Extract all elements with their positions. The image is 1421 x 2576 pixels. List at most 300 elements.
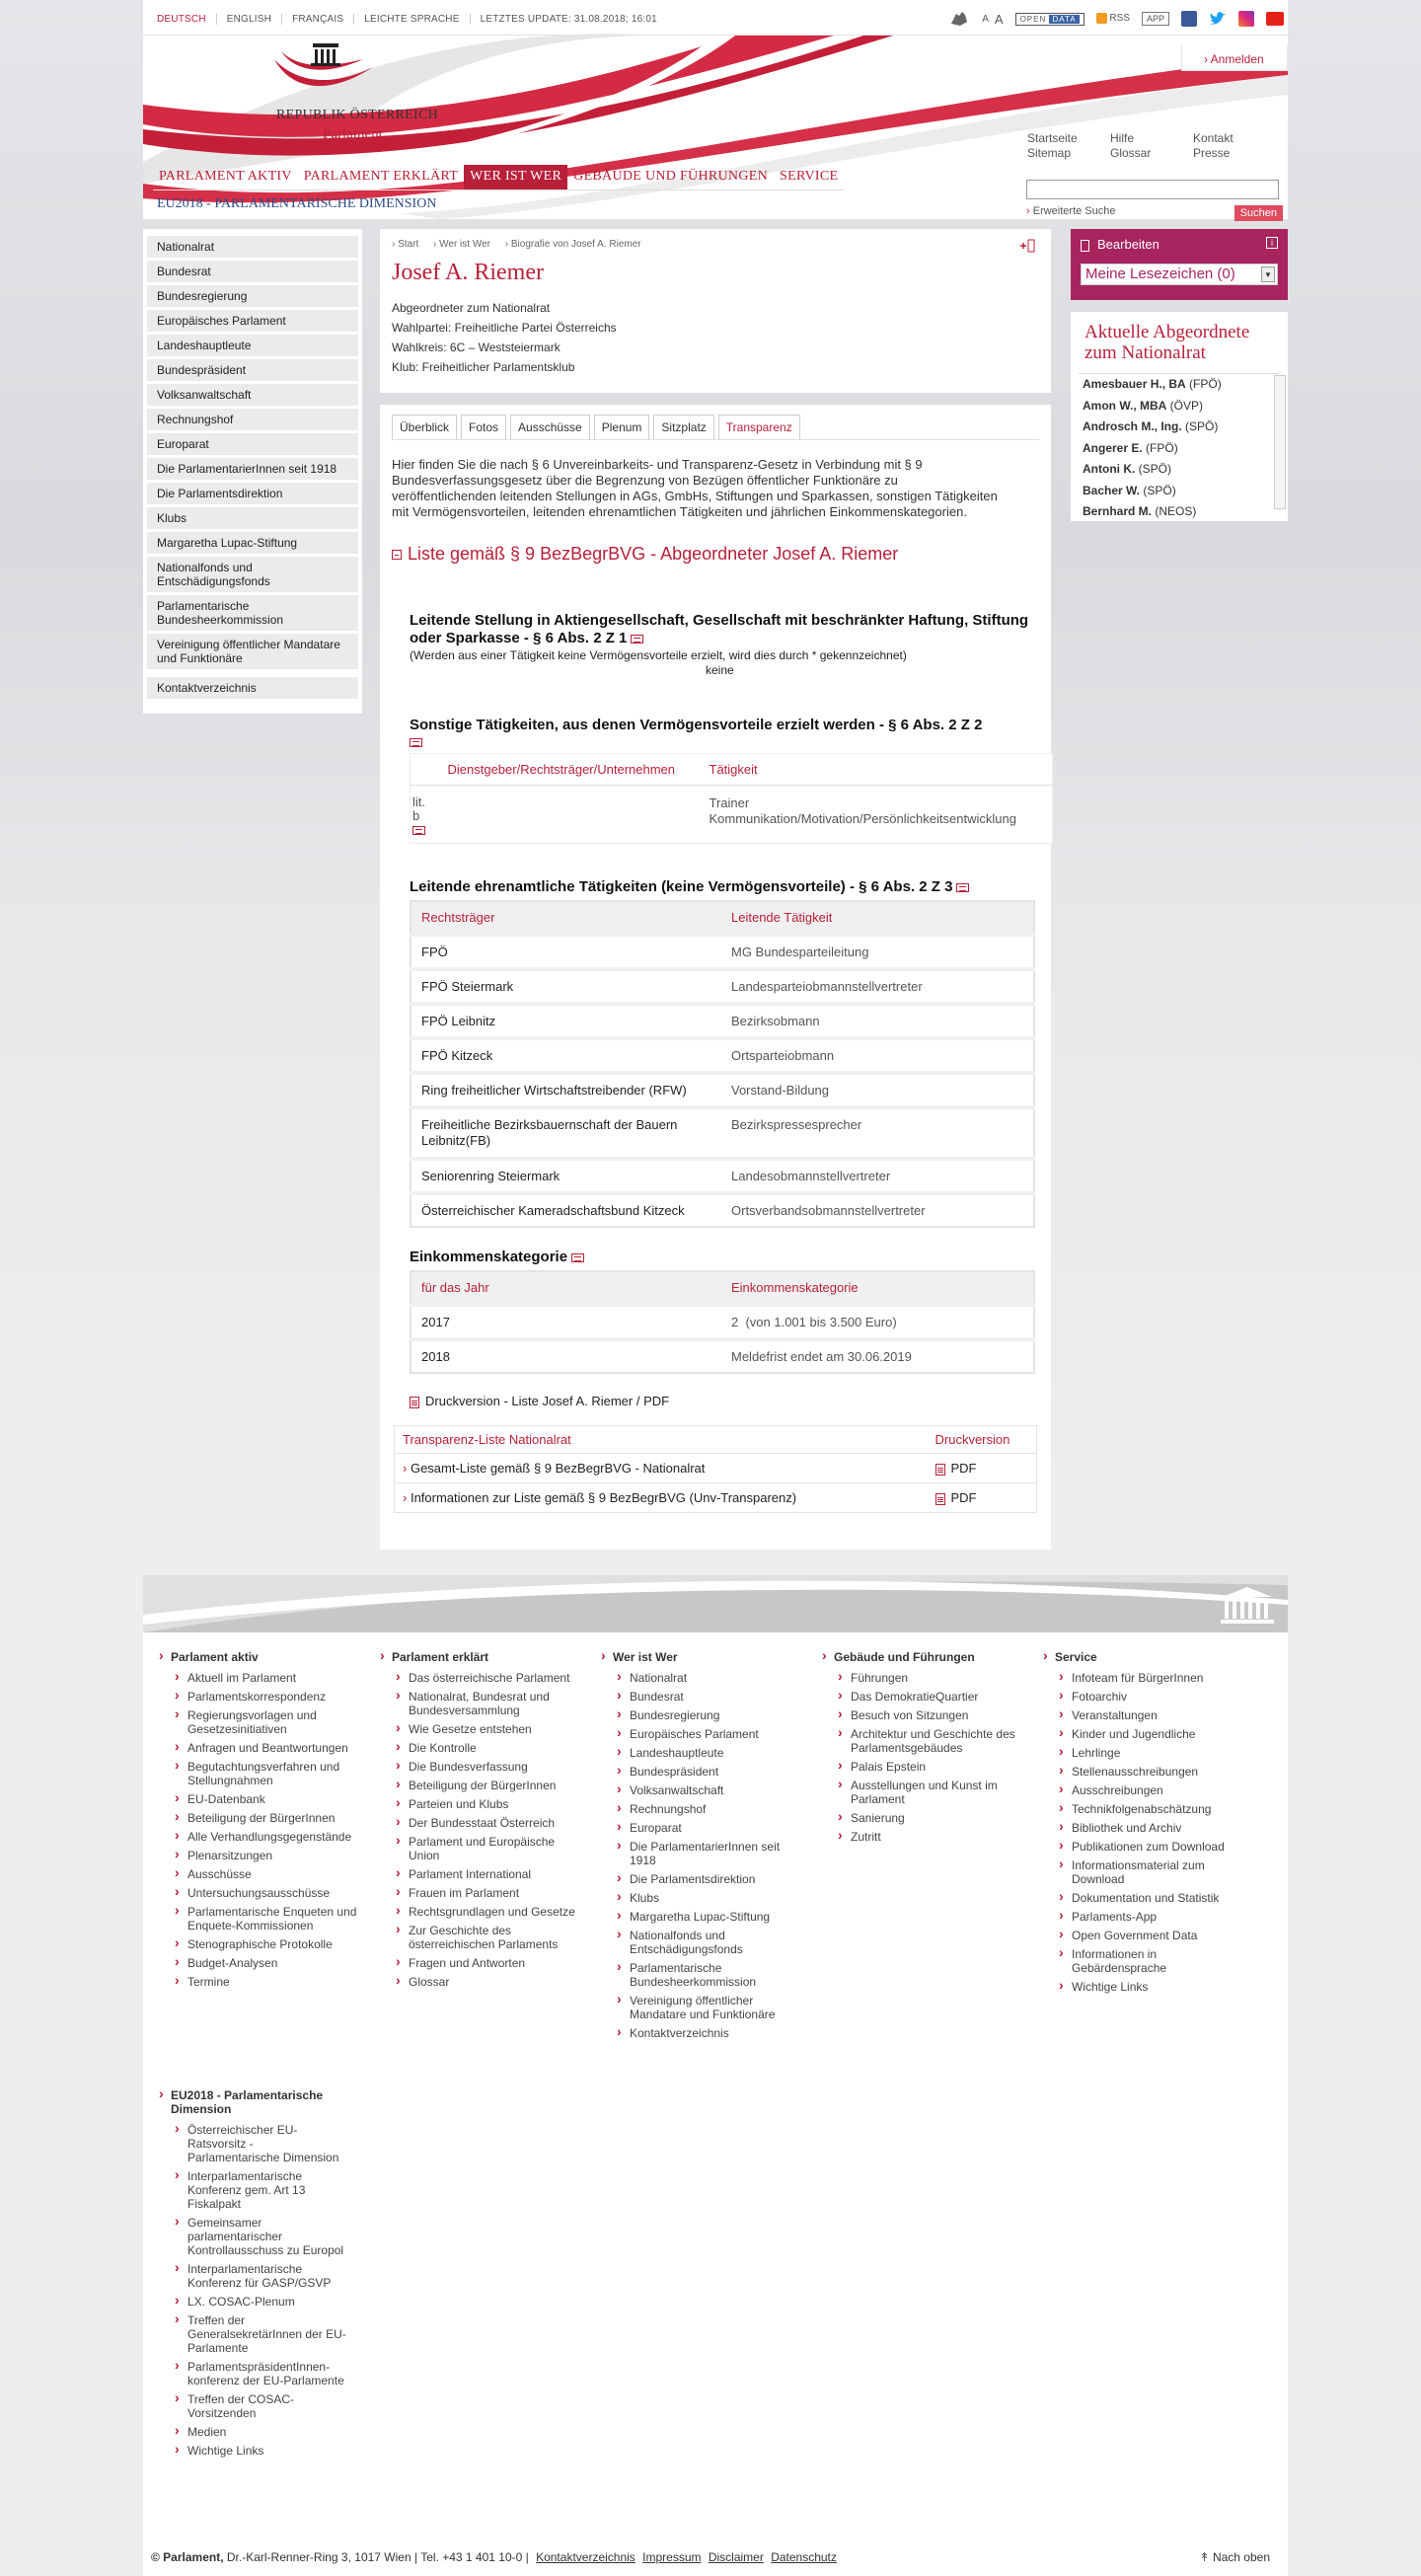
section-ehrenamtlich [410,878,1041,1228]
footer-link[interactable]: › Frauen im Parlament [382,1886,584,1900]
abg-party: (FPÖ) [1146,440,1178,455]
footer-link[interactable]: › Die Bundesverfassung [382,1760,584,1774]
s3-cell: Landesparteiobmannstellvertreter [721,969,1034,1004]
footer-link[interactable]: › Parlaments-App [1045,1910,1247,1924]
intro-text: Hier finden Sie die nach § 6 Unvereinbarkeits- und Transparenz-Gesetz in Verbindung mit § 9 Bundesverfassungsgesetz über die Begrenzung von Bezügen öffentlicher Funktionäre zu veröffentlichenden leitenden Stellungen in AGs, GmbHs, Stiftungen und Sparkassen, sonstigen Tätigkeiten mit Vermögensvorteilen, leitenden ehrenamtlichen Tätigkeiten und jährlichen Einkommenskategorien. [392,457,998,519]
footer-band [143,1575,1288,1632]
bio-card [380,229,1051,393]
bookmark-add-icon[interactable] [1019,239,1035,253]
footer-link[interactable]: › Margaretha Lupac-Stiftung [603,1910,805,1924]
pdf-link[interactable] [928,1483,1037,1513]
crumb-wer-ist-wer[interactable]: › Wer ist Wer [433,239,490,250]
pdf-label: PDF [950,1461,977,1476]
crumb-current: › Biografie von Josef A. Riemer [504,239,641,250]
footer-link[interactable]: › Plenarsitzungen [161,1849,363,1862]
list-item[interactable] [1083,481,1280,502]
section-leitende-stellung [410,612,1041,677]
font-large-button[interactable]: A [994,11,1004,27]
footer-link[interactable]: › Veranstaltungen [1045,1708,1247,1722]
table-row [411,969,1034,1004]
footer-link[interactable]: › Beteiligung der BürgerInnen [382,1779,584,1792]
pdf-link[interactable] [928,1454,1037,1483]
s3-cell: Bezirkspressesprecher [721,1107,1034,1159]
info-icon[interactable] [631,635,643,644]
s4-title [410,1249,1041,1266]
link-sitemap[interactable]: Sitemap [1027,146,1072,160]
sidebar-item-rechnungshof[interactable]: Rechnungshof [147,409,358,430]
s4-cell: 2018 [411,1339,721,1373]
tab-fotos[interactable]: Fotos [461,415,506,439]
footer-link[interactable]: › Zur Geschichte des österreichischen Parlaments [382,1924,584,1951]
informationen-liste-link[interactable]: › Informationen zur Liste gemäß § 9 BezBegrBVG (Unv-Transparenz) [395,1483,928,1513]
login-label: Anmelden [1210,52,1264,66]
sidebar-item-parlamentarier-1918[interactable]: Die ParlamentarierInnen seit 1918 [147,458,358,480]
footer-link[interactable]: › Gemeinsamer parlamentarischer Kontrollausschuss zu Europol [161,2216,348,2257]
app-button[interactable]: APP [1142,12,1169,26]
link-startseite[interactable]: Startseite [1027,131,1078,145]
footer-bottom [151,2550,1280,2564]
footer-link[interactable]: › Ausschreibungen [1045,1783,1247,1797]
bio-mandate: Abgeordneter zum Nationalrat [392,301,551,315]
tab-sitzplatz[interactable]: Sitzplatz [653,415,713,439]
footer-col-erklaert [382,1650,584,1994]
s3-cell: Ortsverbandsobmannstellvertreter [721,1193,1034,1227]
rss-label: RSS [1109,13,1130,25]
profile-tabs [392,415,1039,440]
abg-party: (ÖVP) [1169,398,1204,413]
sidebar-item-klubs[interactable]: Klubs [147,507,358,529]
sidebar-item-kontaktverzeichnis[interactable]: Kontaktverzeichnis [147,677,358,699]
search-box [1026,180,1283,221]
nav-parlament-erklaert[interactable]: PARLAMENT ERKLÄRT [298,165,464,190]
footer-link[interactable]: › Parlament International [382,1867,584,1881]
footer-link[interactable]: › Ausschüsse [161,1867,363,1881]
language-switcher [147,14,667,25]
instagram-icon[interactable] [1238,11,1254,27]
footer-link[interactable]: › Anfragen und Beantwortungen [161,1741,363,1755]
abg-name: Amesbauer H., BA [1083,377,1186,391]
rss-icon [1096,13,1107,24]
footer-link[interactable]: › Besuch von Sitzungen [824,1708,1026,1722]
footer-link[interactable]: › Wichtige Links [161,2444,348,2458]
abgeordnete-list [1079,373,1280,518]
footer-link[interactable]: › Beteiligung der BürgerInnen [161,1811,363,1825]
footer-heading[interactable]: › Parlament erklärt [382,1650,584,1664]
footer-col-service [1045,1650,1247,1999]
service-links [1027,131,1276,161]
footer-link[interactable]: › Alle Verhandlungsgegenstände [161,1830,363,1844]
pdf-icon [410,1397,419,1408]
s3-cell: Landesobmannstellvertreter [721,1159,1034,1193]
s2-lit: lit. [412,795,425,809]
s1-none: keine [706,663,734,677]
s2-lit-b: b [412,808,420,823]
list-item[interactable] [1083,396,1280,417]
s4-col1: für das Jahr [411,1271,721,1305]
footer-link[interactable]: › Rechtsgrundlagen und Gesetze [382,1905,584,1919]
sign-language-icon[interactable] [948,10,970,28]
crumb-start[interactable]: › Start [392,239,419,250]
s3-title [410,878,1041,896]
footer-link[interactable]: › Europarat [603,1821,805,1835]
list-item[interactable] [1083,438,1280,460]
footer-link[interactable]: › Parlament und Europäische Union [382,1835,584,1862]
table-row [411,935,1034,969]
s3-table [410,900,1035,1228]
copyright: © Parlament, [151,2550,224,2564]
table-row [411,1339,1034,1373]
footer-link[interactable]: › Treffen der GeneralsekretärInnen der EU-Parlamente [161,2313,348,2355]
footer-link[interactable]: › Technikfolgenabschätzung [1045,1802,1247,1816]
chevron-down-icon: ▼ [1261,266,1275,282]
rss-link[interactable] [1096,13,1130,24]
open-label: OPEN [1019,14,1047,24]
sidebar-item-volksanwaltschaft[interactable]: Volksanwaltschaft [147,384,358,406]
footer-heading[interactable]: › Service [1045,1650,1247,1664]
sidebar-item-bundesheerkommission[interactable]: Parlamentarische Bundesheerkommission [147,595,358,631]
footer-heading[interactable]: › Wer ist Wer [603,1650,805,1664]
sidebar-nav [143,229,362,714]
footer-link[interactable]: › Nationalfonds und Entschädigungsfonds [603,1929,805,1956]
s3-cell: Freiheitliche Bezirksbauernschaft der Bauern Leibnitz(FB) [411,1107,721,1159]
sidebar-item-vereinigung[interactable]: Vereinigung öffentlicher Mandatare und Funktionäre [147,634,358,669]
druckversion-link[interactable] [410,1394,1041,1408]
tlist-row-label: Gesamt-Liste gemäß § 9 BezBegrBVG - Nationalrat [410,1461,706,1476]
transparenz-list-table [394,1425,1037,1513]
footer-link[interactable]: › Termine [161,1975,363,1989]
twitter-icon[interactable] [1209,11,1227,27]
footer-link[interactable]: › Stellenausschreibungen [1045,1765,1247,1779]
footer-link[interactable]: › Wichtige Links [1045,1980,1247,1994]
login-button[interactable]: › Anmelden [1181,45,1288,71]
s2-t2: Kommunikation/Motivation/Persönlichkeitsentwicklung [709,811,1016,826]
s3-title-text: Leitende ehrenamtliche Tätigkeiten (keine Vermögensvorteile) - § 6 Abs. 2 Z 3 [410,878,953,895]
sidebar-item-landeshauptleute[interactable]: Landeshauptleute [147,335,358,356]
info-icon[interactable] [412,826,425,835]
footer-link[interactable]: › Der Bundesstaat Österreich [382,1816,584,1830]
info-icon[interactable] [956,883,969,892]
link-kontakt[interactable]: Kontakt [1193,131,1234,145]
footer-link[interactable]: › Kontaktverzeichnis [603,2026,805,2040]
abg-party: (SPÖ) [1185,419,1219,433]
footer-swoosh [143,1575,1288,1632]
footer-link[interactable]: › Europäisches Parlament [603,1727,805,1741]
footer-link[interactable]: › Dokumentation und Statistik [1045,1891,1247,1905]
breadcrumb [392,239,1039,250]
youtube-icon[interactable] [1266,12,1284,26]
table-row [411,1193,1034,1227]
tlist-row-label: Informationen zur Liste gemäß § 9 BezBegrBVG (Unv-Transparenz) [410,1490,797,1505]
abg-name: Bacher W. [1083,483,1141,497]
footer-heading[interactable]: › EU2018 - Parlamentarische Dimension [161,2088,348,2116]
footer-link[interactable]: › EU-Datenbank [161,1792,363,1806]
info-icon[interactable] [571,1253,584,1262]
footer-link-disclaimer[interactable]: Disclaimer [708,2550,764,2564]
footer-link[interactable]: › Fragen und Antworten [382,1956,584,1970]
list-heading[interactable] [392,544,1039,565]
bookmark-icon [1081,240,1089,252]
footer-link[interactable]: › Lehrlinge [1045,1746,1247,1760]
list-scrollbar[interactable] [1274,375,1286,509]
logo-republik: REPUBLIK ÖSTERREICH [276,108,438,122]
list-item[interactable] [1083,417,1280,438]
tab-ausschuesse[interactable]: Ausschüsse [510,415,590,439]
arrow-up-icon: ↟ [1199,2550,1210,2564]
s1-note: (Werden aus einer Tätigkeit keine Vermögensvorteile erzielt, wird dies durch * gekennzeichnet) [410,648,907,662]
footer-link[interactable]: › Die Parlamentsdirektion [603,1872,805,1886]
section-sonstige [410,717,1041,844]
table-row [395,1454,1037,1483]
footer-link[interactable]: › Landeshauptleute [603,1746,805,1760]
advanced-search-link[interactable]: › Erweiterte Suche [1026,205,1116,217]
abg-name: Bernhard M. [1083,504,1153,518]
footer-link[interactable]: › Regierungsvorlagen und Gesetzesinitiativen [161,1708,363,1736]
footer-link[interactable]: › Medien [161,2425,348,2439]
footer-link[interactable]: › Bundesregierung [603,1708,805,1722]
parliament-logo-icon[interactable] [269,39,378,105]
tab-plenum[interactable]: Plenum [594,415,650,439]
footer-link[interactable]: › Die Kontrolle [382,1741,584,1755]
open-data-badge[interactable] [1015,13,1084,26]
s3-cell: Bezirksobmann [721,1004,1034,1038]
logo-parlament: Parlament [323,126,383,142]
footer-col-gebaeude [824,1650,1026,1849]
bio-wahlkreis: Wahlkreis: 6C – Weststeiermark [392,341,561,354]
footer-link[interactable]: › Das DemokratieQuartier [824,1690,1026,1704]
footer-link[interactable]: › Interparlamentarische Konferenz gem. Art 13 Fiskalpakt [161,2169,348,2211]
footer-link[interactable]: › Budget-Analysen [161,1956,363,1970]
aktuelle-abgeordnete-panel [1071,312,1288,521]
lang-english[interactable]: ENGLISH [217,14,282,25]
list-title: Liste gemäß § 9 BezBegrBVG - Abgeordneter Josef A. Riemer [408,544,899,564]
s3-cell: MG Bundesparteileitung [721,935,1034,969]
footer-link-kontakt[interactable]: Kontaktverzeichnis [536,2550,636,2564]
abg-party: (NEOS) [1155,504,1197,518]
footer-link[interactable]: › Parlamentarische Bundesheerkommission [603,1961,805,1989]
footer-link[interactable]: › Stenographische Protokolle [161,1937,363,1951]
table-row [411,1038,1034,1073]
main-nav [153,165,844,190]
s4-col2: Einkommenskategorie [721,1271,1034,1305]
facebook-icon[interactable] [1181,11,1197,27]
footer-link[interactable]: › LX. COSAC-Plenum [161,2295,348,2309]
tab-ueberblick[interactable]: Überblick [392,415,457,439]
list-item[interactable] [1083,501,1280,523]
bearbeiten-label: Bearbeiten [1097,237,1159,252]
s3-cell: FPÖ Steiermark [411,969,721,1004]
footer-link[interactable]: › Volksanwaltschaft [603,1783,805,1797]
footer-col-eu2018 [161,2088,348,2462]
footer-col-wer [603,1650,805,2045]
footer-link[interactable]: › Parteien und Klubs [382,1797,584,1811]
footer-link-datenschutz[interactable]: Datenschutz [771,2550,837,2564]
footer-heading[interactable]: › Parlament aktiv [161,1650,363,1664]
footer-link[interactable]: › Glossar [382,1975,584,1989]
pdf-icon [935,1493,945,1505]
nav-gebaeude[interactable]: GEBÄUDE UND FÜHRUNGEN [567,165,774,190]
gesamt-liste-link[interactable]: › Gesamt-Liste gemäß § 9 BezBegrBVG - Nationalrat [395,1454,928,1483]
sidebar-item-nationalrat[interactable]: Nationalrat [147,236,358,258]
s4-cell: 2 (von 1.001 bis 3.500 Euro) [721,1305,1034,1339]
table-row [411,786,1053,844]
info-icon[interactable] [410,738,422,747]
footer-link[interactable]: › Informationsmaterial zum Download [1045,1858,1247,1886]
footer-link[interactable]: › Rechnungshof [603,1802,805,1816]
lang-francais[interactable]: FRANÇAIS [282,14,354,25]
footer-link[interactable]: › Untersuchungsausschüsse [161,1886,363,1900]
footer-link[interactable]: › Kinder und Jugendliche [1045,1727,1247,1741]
abg-name: Androsch M., Ing. [1083,419,1182,433]
footer-link[interactable]: › Begutachtungsverfahren und Stellungnahmen [161,1760,363,1787]
sidebar-item-bundesrat[interactable]: Bundesrat [147,261,358,282]
footer-link[interactable]: › Parlamentarische Enqueten und Enquete-Kommissionen [161,1905,363,1932]
s4-title-text: Einkommenskategorie [410,1249,568,1265]
advanced-search-label: Erweiterte Suche [1032,205,1116,217]
page-title: Josef A. Riemer [392,260,544,285]
abg-name: Antoni K. [1083,462,1136,476]
footer-link[interactable]: › Zutritt [824,1830,1026,1844]
footer-link[interactable]: › Informationen in Gebärdensprache [1045,1947,1247,1975]
bearbeiten-panel [1071,229,1288,300]
pdf-label: PDF [950,1490,977,1505]
s1-title-text: Leitende Stellung in Aktiengesellschaft, Gesellschaft mit beschränkter Haftung, Stiftung oder Sparkasse - § 6 Abs. 2 Z 1 [410,612,1029,646]
footer-link[interactable]: › Sanierung [824,1811,1026,1825]
sidebar-item-parlamentsdirektion[interactable]: Die Parlamentsdirektion [147,483,358,504]
abg-party: (SPÖ) [1138,462,1172,476]
druck-label: Druckversion - Liste Josef A. Riemer / PDF [425,1394,670,1408]
bio-wahlpartei: Wahlpartei: Freiheitliche Partei Österreichs [392,321,617,335]
footer-link[interactable]: › Aktuell im Parlament [161,1671,363,1685]
abg-name: Angerer E. [1083,440,1143,455]
sidebar-item-nationalfonds[interactable]: Nationalfonds und Entschädigungsfonds [147,557,358,592]
abg-party: (SPÖ) [1143,483,1176,497]
s3-cell: Ortsparteiobmann [721,1038,1034,1073]
s3-cell: Österreichischer Kameradschaftsbund Kitzeck [411,1193,721,1227]
sidebar-item-ep[interactable]: Europäisches Parlament [147,310,358,332]
list-item[interactable] [1083,459,1280,481]
footer-link[interactable]: › Fotoarchiv [1045,1690,1247,1704]
link-glossar[interactable]: Glossar [1110,146,1152,160]
crumb-wer-label: Wer ist Wer [439,239,490,250]
sidebar-item-lupac[interactable]: Margaretha Lupac-Stiftung [147,532,358,554]
sidebar-item-bundespraesident[interactable]: Bundespräsident [147,359,358,381]
footer-link[interactable]: › Das österreichische Parlament [382,1671,584,1685]
list-item[interactable] [1083,374,1280,396]
top-bar [143,0,1288,36]
search-button[interactable]: Suchen [1234,205,1283,221]
s3-col2: Leitende Tätigkeit [721,901,1034,935]
link-presse[interactable]: Presse [1193,146,1231,160]
s3-cell: FPÖ Kitzeck [411,1038,721,1073]
footer-link[interactable]: › Ausstellungen und Kunst im Parlament [824,1779,1026,1806]
footer-link[interactable]: › Infoteam für BürgerInnen [1045,1671,1247,1685]
footer-link[interactable]: › Nationalrat, Bundesrat und Bundesversammlung [382,1690,584,1717]
table-row [411,1159,1034,1193]
footer-link[interactable]: › Klubs [603,1891,805,1905]
nav-service[interactable]: SERVICE [774,165,844,190]
font-small-button[interactable]: A [982,13,989,25]
s2-col1: Dienstgeber/Rechtsträger/Unternehmen [440,754,702,786]
crumb-start-label: Start [398,239,419,250]
table-row [411,1107,1034,1159]
info-icon[interactable]: i [1266,237,1278,249]
table-row [411,1305,1034,1339]
lang-leichte-sprache[interactable]: LEICHTE SPRACHE [354,14,470,25]
footer-link[interactable]: › Bibliothek und Archiv [1045,1821,1247,1835]
nav-wer-ist-wer[interactable]: WER IST WER [464,165,567,190]
footer-link[interactable]: › Palais Epstein [824,1760,1026,1774]
transparency-panel [380,405,1051,1550]
site-header [143,36,1288,219]
nav-eu2018[interactable]: EU2018 - PARLAMENTARISCHE DIMENSION [157,196,437,211]
crumb-current-label: Biografie von Josef A. Riemer [510,239,641,250]
collapse-icon [392,550,402,560]
footer-link[interactable]: › Treffen der COSAC-Vorsitzenden [161,2392,348,2420]
footer-link[interactable]: › Vereinigung öffentlicher Mandatare und Funktionäre [603,1994,805,2021]
link-hilfe[interactable]: Hilfe [1110,131,1135,145]
lesezeichen-select[interactable] [1081,264,1278,285]
footer-link[interactable]: › Nationalrat [603,1671,805,1685]
top-icons [948,10,1284,28]
footer-link[interactable]: › Bundespräsident [603,1765,805,1779]
data-label: DATA [1049,15,1079,24]
section-einkommen [410,1249,1041,1374]
footer-link[interactable]: › Interparlamentarische Konferenz für GASP/GSVP [161,2262,348,2290]
footer-col-aktiv [161,1650,363,1994]
address: Dr.-Karl-Renner-Ring 3, 1017 Wien | Tel. +43 1 401 10-0 | [226,2550,529,2564]
abg-party: (FPÖ) [1189,377,1222,391]
s4-table [410,1270,1035,1374]
bearbeiten-header[interactable] [1081,237,1278,252]
table-row [395,1483,1037,1513]
footer-link[interactable]: › Wie Gesetze entstehen [382,1722,584,1736]
footer-link[interactable]: › Publikationen zum Download [1045,1840,1247,1854]
search-input[interactable] [1026,180,1279,199]
nav-parlament-aktiv[interactable]: PARLAMENT AKTIV [153,165,298,190]
s4-cell: 2017 [411,1305,721,1339]
s1-title [410,612,1041,647]
aktuelle-title: Aktuelle Abgeordnete zum Nationalrat [1084,322,1250,363]
footer-link[interactable]: › ParlamentspräsidentInnen-konferenz der EU-Parlamente [161,2360,348,2387]
footer-link[interactable]: › Führungen [824,1671,1026,1685]
nach-oben-label: Nach oben [1212,2550,1270,2564]
footer-link[interactable]: › Open Government Data [1045,1929,1247,1942]
footer-link[interactable]: › Parlamentskorrespondenz [161,1690,363,1704]
footer-link-impressum[interactable]: Impressum [642,2550,702,2564]
footer-link[interactable]: › Die ParlamentarierInnen seit 1918 [603,1840,805,1867]
s2-col2: Tätigkeit [702,754,1053,786]
s3-cell: FPÖ Leibnitz [411,1004,721,1038]
tlist-col2: Druckversion [928,1426,1037,1454]
table-row [411,1073,1034,1107]
s3-cell: Vorstand-Bildung [721,1073,1034,1107]
back-to-top-link[interactable] [1200,2550,1270,2564]
sidebar-item-bundesregierung[interactable]: Bundesregierung [147,285,358,307]
footer-heading[interactable]: › Gebäude und Führungen [824,1650,1026,1664]
s3-cell: Ring freiheitlicher Wirtschaftstreibender (RFW) [411,1073,721,1107]
pdf-icon [935,1464,945,1476]
bio-klub: Klub: Freiheitlicher Parlamentsklub [392,360,575,374]
footer-link[interactable]: › Architektur und Geschichte des Parlamentsgebäudes [824,1727,1026,1755]
footer-link[interactable]: › Bundesrat [603,1690,805,1704]
sidebar-item-europarat[interactable]: Europarat [147,433,358,455]
last-update: LETZTES UPDATE: 31.08.2018; 16:01 [480,14,657,25]
site-footer [143,1575,1288,2576]
tab-transparenz[interactable]: Transparenz [718,415,800,439]
s4-cell: Meldefrist endet am 30.06.2019 [721,1339,1034,1373]
lang-deutsch[interactable]: DEUTSCH [147,14,217,25]
footer-link[interactable]: › Österreichischer EU-Ratsvorsitz - Parlamentarische Dimension [161,2123,348,2164]
